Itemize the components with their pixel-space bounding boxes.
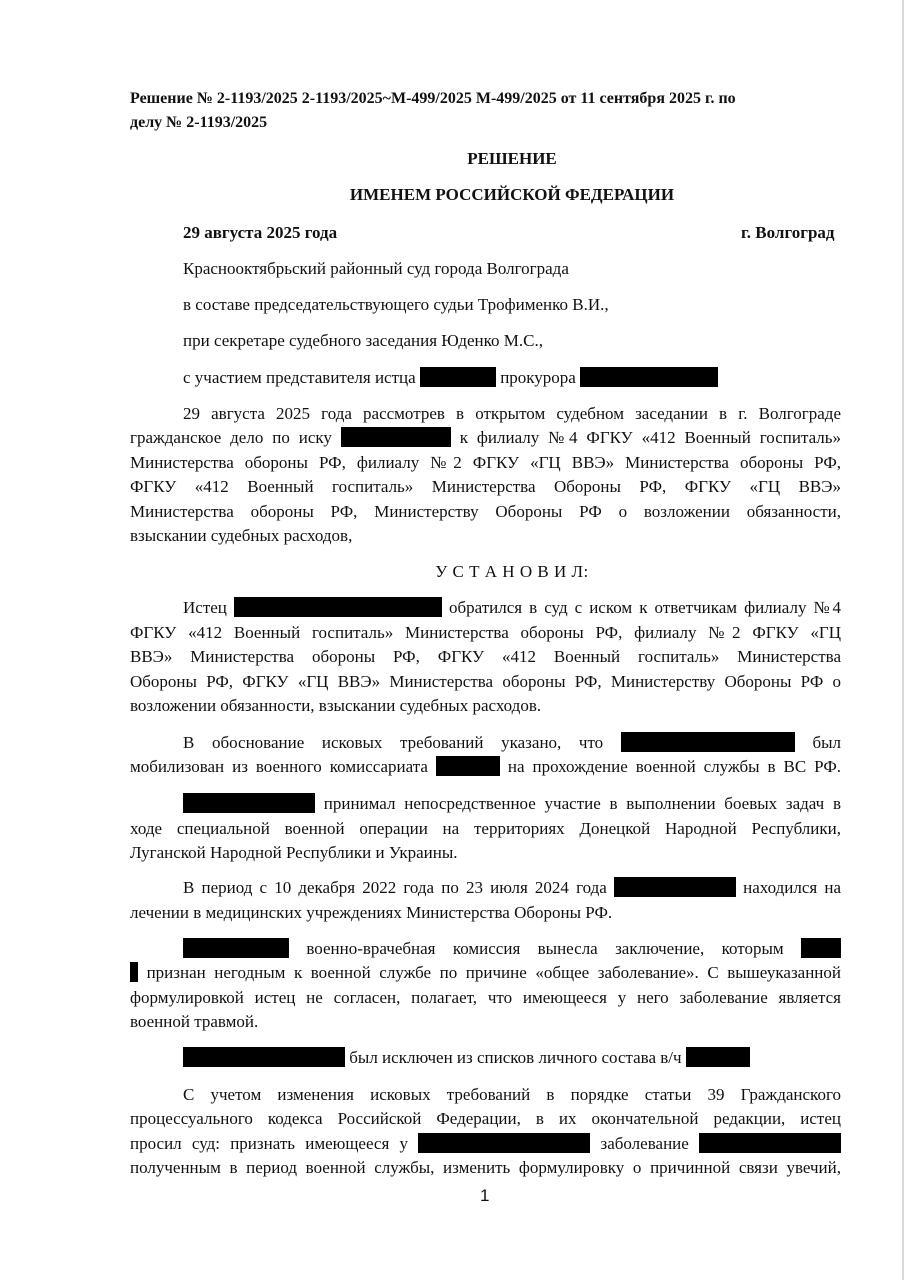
redaction-block: [418, 1133, 590, 1153]
redaction-block: [699, 1133, 841, 1153]
redaction-block: [341, 427, 451, 447]
para3-text-d: на прохождение военной службы в ВС РФ.: [507, 757, 842, 776]
para2-line-5: возложении обязанности, взыскании судебных расходов.: [130, 696, 542, 715]
court-name: Краснооктябрьский районный суд города Волгограда: [183, 259, 569, 278]
para3-text-c: мобилизован из военного комиссариата: [130, 757, 428, 776]
redaction-block: [621, 732, 795, 752]
para1-line-1: 29 августа 2025 года рассмотрев в открытом судебном заседании в г. Волгограде: [183, 404, 841, 423]
redaction-block: [183, 1047, 345, 1067]
redaction-block: [420, 367, 496, 387]
para6-line-3: формулировкой истец не согласен, полагает, что имеющееся у него заболевание является: [130, 988, 841, 1007]
redaction-block: [183, 793, 315, 813]
para4-text-a: принимал непосредственное участие в выполнении боевых задач в: [323, 794, 841, 813]
page-number: 1: [480, 1186, 490, 1205]
document-title: РЕШЕНИЕ: [467, 149, 557, 168]
redaction-block: [801, 938, 841, 958]
para3-line-2: [130, 755, 841, 779]
redaction-block: [436, 756, 500, 776]
redaction-block: [686, 1047, 750, 1067]
para8-text-a: просил суд: признать имеющееся у: [130, 1134, 409, 1153]
para5-text-a: В период с 10 декабря 2022 года по 23 июля 2024 года: [183, 878, 607, 897]
para4-line-1: [183, 792, 841, 816]
para2-text-a: Истец: [183, 598, 227, 617]
para3-line-1: [183, 731, 841, 755]
para1-line-3: Министерства обороны РФ, филиалу №2 ФГКУ «ГЦ ВВЭ» Министерства обороны РФ,: [130, 453, 841, 472]
decision-date: 29 августа 2025 года: [183, 223, 338, 242]
para2-line-2: ФГКУ «412 Военный госпиталь» Министерства обороны РФ, филиалу №2 ФГКУ «ГЦ: [130, 623, 841, 642]
established-heading: У С Т А Н О В И Л:: [435, 562, 589, 581]
para8-line-3: [130, 1132, 841, 1156]
para5-text-b: находился на: [743, 878, 841, 897]
para6-text-b: признан негодным к военной службе по причине «общее заболевание». С вышеуказанной: [146, 963, 841, 982]
para4-line-3: Луганской Народной Республики и Украины.: [130, 843, 458, 862]
decision-city: г. Волгоград: [741, 223, 835, 242]
para6-line-4: военной травмой.: [130, 1012, 259, 1031]
para1-line-5: Министерства обороны РФ, Министерству Обороны РФ о возложении обязанности,: [130, 502, 841, 521]
para8-text-b: заболевание: [600, 1134, 689, 1153]
header-line-1: Решение № 2-1193/2025 2-1193/2025~М-499/2025 М-499/2025 от 11 сентября 2025 г. по: [130, 90, 736, 107]
redaction-block: [580, 367, 718, 387]
para8-line-2: процессуального кодекса Российской Федерации, в их окончательной редакции, истец: [130, 1109, 841, 1128]
para6-text-a: военно-врачебная комиссия вынесла заключение, которым: [306, 939, 784, 958]
redaction-block: [234, 597, 442, 617]
para1-line-2: [130, 426, 841, 450]
para2-text-b: обратился в суд с иском к ответчикам филиалу №4: [448, 598, 841, 617]
para7-text-a: был исключен из списков личного состава в/ч: [349, 1048, 682, 1067]
secretary-line: при секретаре судебного заседания Юденко М.С.,: [183, 331, 544, 350]
participation-text-b: прокурора: [500, 368, 576, 387]
para2-line-4: Обороны РФ, ФГКУ «ГЦ ВВЭ» Министерства обороны РФ, Министерству Обороны РФ о: [130, 672, 841, 691]
participation-line: [183, 366, 718, 390]
para5-line-1: [183, 876, 841, 900]
para8-line-4: полученным в период военной службы, изменить формулировку о причинной связи увечий,: [130, 1158, 841, 1177]
redaction-block: [614, 877, 736, 897]
para2-line-1: [183, 596, 841, 620]
para1-line-4: ФГКУ «412 Военный госпиталь» Министерства Обороны РФ, ФГКУ «ГЦ ВВЭ»: [130, 477, 841, 496]
para3-text-b: был: [812, 733, 842, 752]
para6-line-2: [130, 961, 841, 985]
judge-line: в составе председательствующего судьи Трофименко В.И.,: [183, 295, 609, 314]
para1-text-b: к филиалу №4 ФГКУ «412 Военный госпиталь»: [459, 428, 842, 447]
para8-line-1: С учетом изменения исковых требований в порядке статьи 39 Гражданского: [183, 1085, 841, 1104]
redaction-block: [183, 938, 289, 958]
para1-line-6: взыскании судебных расходов,: [130, 526, 353, 545]
para5-line-2: лечении в медицинских учреждениях Министерства Обороны РФ.: [130, 903, 613, 922]
header-line-2: делу № 2-1193/2025: [130, 114, 268, 131]
para3-text-a: В обоснование исковых требований указано, что: [183, 733, 604, 752]
para4-line-2: ходе специальной военной операции на территориях Донецкой Народной Республики,: [130, 819, 841, 838]
para2-line-3: ВВЭ» Министерства обороны РФ, ФГКУ «412 Военный госпиталь» Министерства: [130, 647, 841, 666]
para7-line-1: [183, 1046, 750, 1070]
document-subtitle: ИМЕНЕМ РОССИЙСКОЙ ФЕДЕРАЦИИ: [349, 185, 675, 204]
redaction-block: [130, 962, 138, 982]
participation-text-a: с участием представителя истца: [183, 368, 416, 387]
para1-text-a: гражданское дело по иску: [130, 428, 332, 447]
para6-line-1: [183, 937, 841, 961]
